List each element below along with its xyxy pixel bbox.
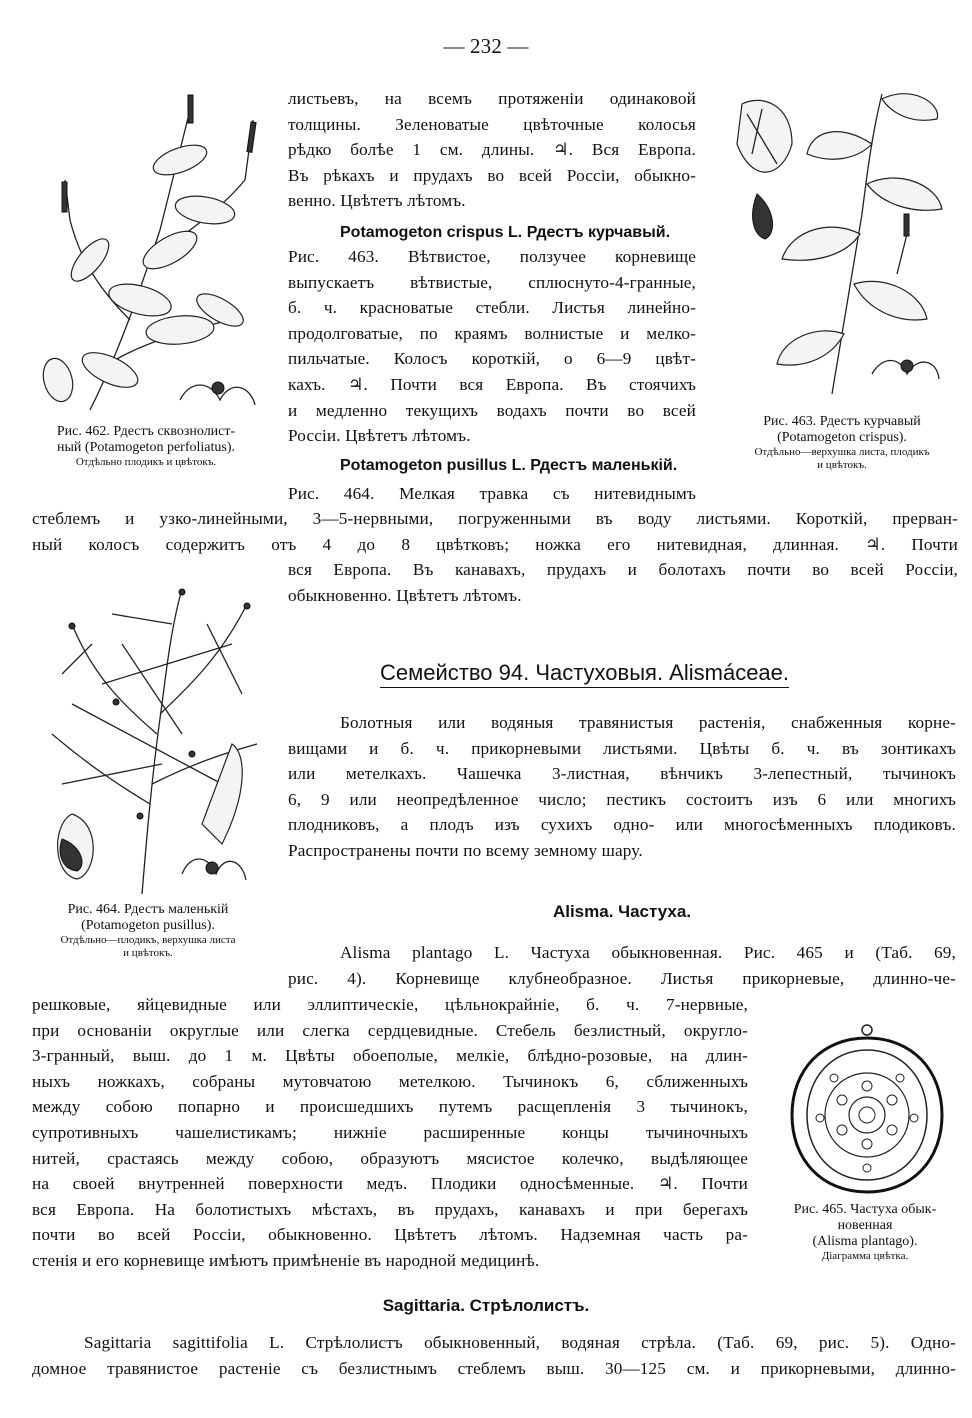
alisma-description bbox=[32, 992, 748, 1274]
caption-line: ный (Potamogeton perfoliatus). bbox=[57, 440, 235, 455]
page-number: — 232 — bbox=[443, 34, 529, 58]
caption-line: (Potamogeton crispus). bbox=[777, 430, 907, 445]
text-line: толщины. Зеленоватые цвѣточные колосья bbox=[288, 114, 696, 134]
text-line: и медленно текущихъ водахъ почти во всей bbox=[288, 400, 696, 420]
text-line: домное травянистое растеніе съ безлистнымъ стеблемъ выш. 30—125 см. и прикорневыми, длинно- bbox=[32, 1358, 956, 1378]
text-line: стенія и его корневище имѣютъ примѣненіе въ народной медицинѣ. bbox=[32, 1250, 540, 1270]
text-line: обыкновенно. Цвѣтетъ лѣтомъ. bbox=[288, 585, 522, 605]
pusillus-wide-line bbox=[32, 506, 958, 532]
text-line: выпускаетъ вѣтвистые, сплюснуто-4-гранные, bbox=[288, 272, 696, 292]
figure-464-illustration bbox=[32, 584, 272, 900]
pusillus-heading: Potamogeton pusillus L. Рдестъ маленькій. bbox=[340, 457, 678, 474]
alisma-genus-heading: Alisma. Частуха. bbox=[552, 902, 692, 921]
sagittaria-genus-heading: Sagittaria. Стрѣлолистъ. bbox=[382, 1296, 590, 1315]
figure-464-caption bbox=[26, 902, 270, 960]
text-line: кахъ. ♃. Почти вся Европа. Въ стоячихъ bbox=[288, 374, 696, 394]
caption-line: (Potamogeton pusillus). bbox=[81, 918, 215, 933]
text-line: 3-гранный, выш. до 1 м. Цвѣты обоеполые, мелкіе, блѣдно-розовые, на длин- bbox=[32, 1046, 748, 1066]
text-line: Болотныя или водяныя травянистыя растенія, снабженныя корне- bbox=[340, 713, 956, 732]
text-line: или метелкахъ. Чашечка 3-листная, вѣнчикъ 3-лепестный, тычинокъ bbox=[288, 764, 956, 784]
crispus-description bbox=[288, 244, 696, 449]
text-line: венно. Цвѣтетъ лѣтомъ. bbox=[288, 191, 466, 211]
caption-line: (Alisma plantago). bbox=[812, 1234, 918, 1249]
text-line: Alisma plantago L. Частуха обыкновенная. Рис. 465 и (Таб. 69, bbox=[340, 943, 956, 962]
text-line: вся Европа. На болотистыхъ мѣстахъ, въ прудахъ, канавахъ и при берегахъ bbox=[32, 1199, 748, 1219]
text-line: 6, 9 или неопредѣленное число; пестикъ состоитъ изъ 6 или многихъ bbox=[288, 789, 956, 809]
text-line: решковые, яйцевидные или эллиптическіе, цѣльнокрайніе, б. ч. 7-нервные, bbox=[32, 995, 748, 1014]
intro-block bbox=[288, 86, 696, 214]
text-line: между собою попарно и происшедшихъ путемъ расщепленія 3 тычинокъ, bbox=[32, 1097, 748, 1117]
pusillus-block-2 bbox=[288, 557, 958, 608]
caption-line: новенная bbox=[837, 1218, 893, 1233]
text-line: Рис. 463. Вѣтвистое, ползучее корневище bbox=[288, 247, 696, 266]
figure-465-diagram bbox=[782, 1020, 952, 1200]
text-line: при основаніи округлые или слегка сердцевидные. Стебель безлистный, округло- bbox=[32, 1020, 748, 1040]
family-description bbox=[288, 710, 956, 864]
caption-note: Отдѣльно—плодикъ, верхушка листа bbox=[60, 934, 236, 946]
pusillus-block bbox=[32, 532, 958, 558]
figure-465-caption bbox=[770, 1202, 960, 1263]
figure-463-illustration bbox=[722, 84, 962, 404]
text-line: рѣдко болѣе 1 см. длины. ♃. Вся Европа. bbox=[288, 140, 696, 160]
alisma-species-line bbox=[288, 940, 956, 991]
caption-note: и цвѣтокъ. bbox=[123, 947, 173, 959]
sagittaria-description bbox=[32, 1330, 956, 1381]
family-heading: Семейство 94. Частуховыя. Alismáceae. bbox=[380, 660, 789, 688]
caption-line: Рис. 462. Рдестъ сквознолист- bbox=[56, 424, 236, 439]
text-line: рис. 4). Корневище клубнеобразное. Листья прикорневые, длинно-че- bbox=[288, 968, 956, 988]
text-line: листьевъ, на всемъ протяженіи одинаковой bbox=[288, 89, 696, 108]
text-line: Рис. 464. Мелкая травка съ нитевиднымъ bbox=[288, 484, 696, 503]
text-line: Въ рѣкахъ и прудахъ во всей Россіи, обыкно- bbox=[288, 165, 696, 185]
caption-line: Рис. 463. Рдестъ курчавый bbox=[763, 414, 921, 429]
caption-note: Отдѣльно плодикъ и цвѣтокъ. bbox=[75, 456, 217, 468]
text-line: продолговатые, по краямъ волнистые и мелко- bbox=[288, 323, 696, 343]
text-line: б. ч. красноватые стебли. Листья линейно- bbox=[288, 298, 696, 318]
pusillus-first-line bbox=[288, 481, 696, 507]
caption-note: Отдѣльно—верхушка листа, плодикъ bbox=[754, 446, 930, 458]
figure-462-caption bbox=[26, 424, 266, 469]
text-line: на своей внутренней поверхности медъ. Плодики односѣменные. ♃. Почти bbox=[32, 1174, 748, 1194]
text-line: вищами и б. ч. прикорневыми листьями. Цвѣты б. ч. въ зонтикахъ bbox=[288, 738, 956, 758]
text-line: почти во всей Россіи, обыкновенно. Цвѣтетъ лѣтомъ. Надземная часть ра- bbox=[32, 1225, 748, 1245]
caption-line: Рис. 464. Рдестъ маленькій bbox=[67, 902, 229, 917]
figure-462-illustration bbox=[30, 90, 280, 420]
text-line: Распространены почти по всему земному шару. bbox=[288, 840, 643, 860]
text-line: ный колосъ содержитъ отъ 4 до 8 цвѣтковъ; ножка его нитевидная, длинная. ♃. Почти bbox=[32, 535, 958, 554]
figure-463-caption bbox=[722, 414, 962, 472]
text-line: стеблемъ и узко-линейными, 3—5-нервными, погруженными въ воду листьями. Короткій, прерван- bbox=[32, 509, 958, 528]
text-line: пильчатые. Колосъ короткій, о 6—9 цвѣт- bbox=[288, 349, 696, 369]
text-line: нитей, срастаясь между собою, образуютъ мясистое колечко, выдѣляющее bbox=[32, 1148, 748, 1168]
text-line: супротивныхъ чашелистикамъ; нижніе расширенные концы тычиночныхъ bbox=[32, 1122, 748, 1142]
text-line: плодниковъ, а плодъ изъ сухихъ одно- или многосѣменныхъ плодиковъ. bbox=[288, 815, 956, 835]
caption-line: Рис. 465. Частуха обык- bbox=[793, 1202, 937, 1217]
text-line: Россіи. Цвѣтетъ лѣтомъ. bbox=[288, 426, 471, 446]
text-line: ныхъ ножкахъ, собраны мутовчатою метелкою. Тычинокъ 6, сближенныхъ bbox=[32, 1071, 748, 1091]
text-line: вся Европа. Въ канавахъ, прудахъ и болотахъ почти во всей Россіи, bbox=[288, 560, 958, 579]
crispus-heading: Potamogeton crispus L. Рдестъ курчавый. bbox=[340, 224, 671, 241]
caption-note: Діаграмма цвѣтка. bbox=[821, 1250, 909, 1262]
caption-note: и цвѣтокъ. bbox=[817, 459, 867, 471]
text-line: Sagittaria sagittifolia L. Стрѣлолистъ обыкновенный, водяная стрѣла. (Таб. 69, рис. 5). Одно- bbox=[84, 1333, 956, 1352]
